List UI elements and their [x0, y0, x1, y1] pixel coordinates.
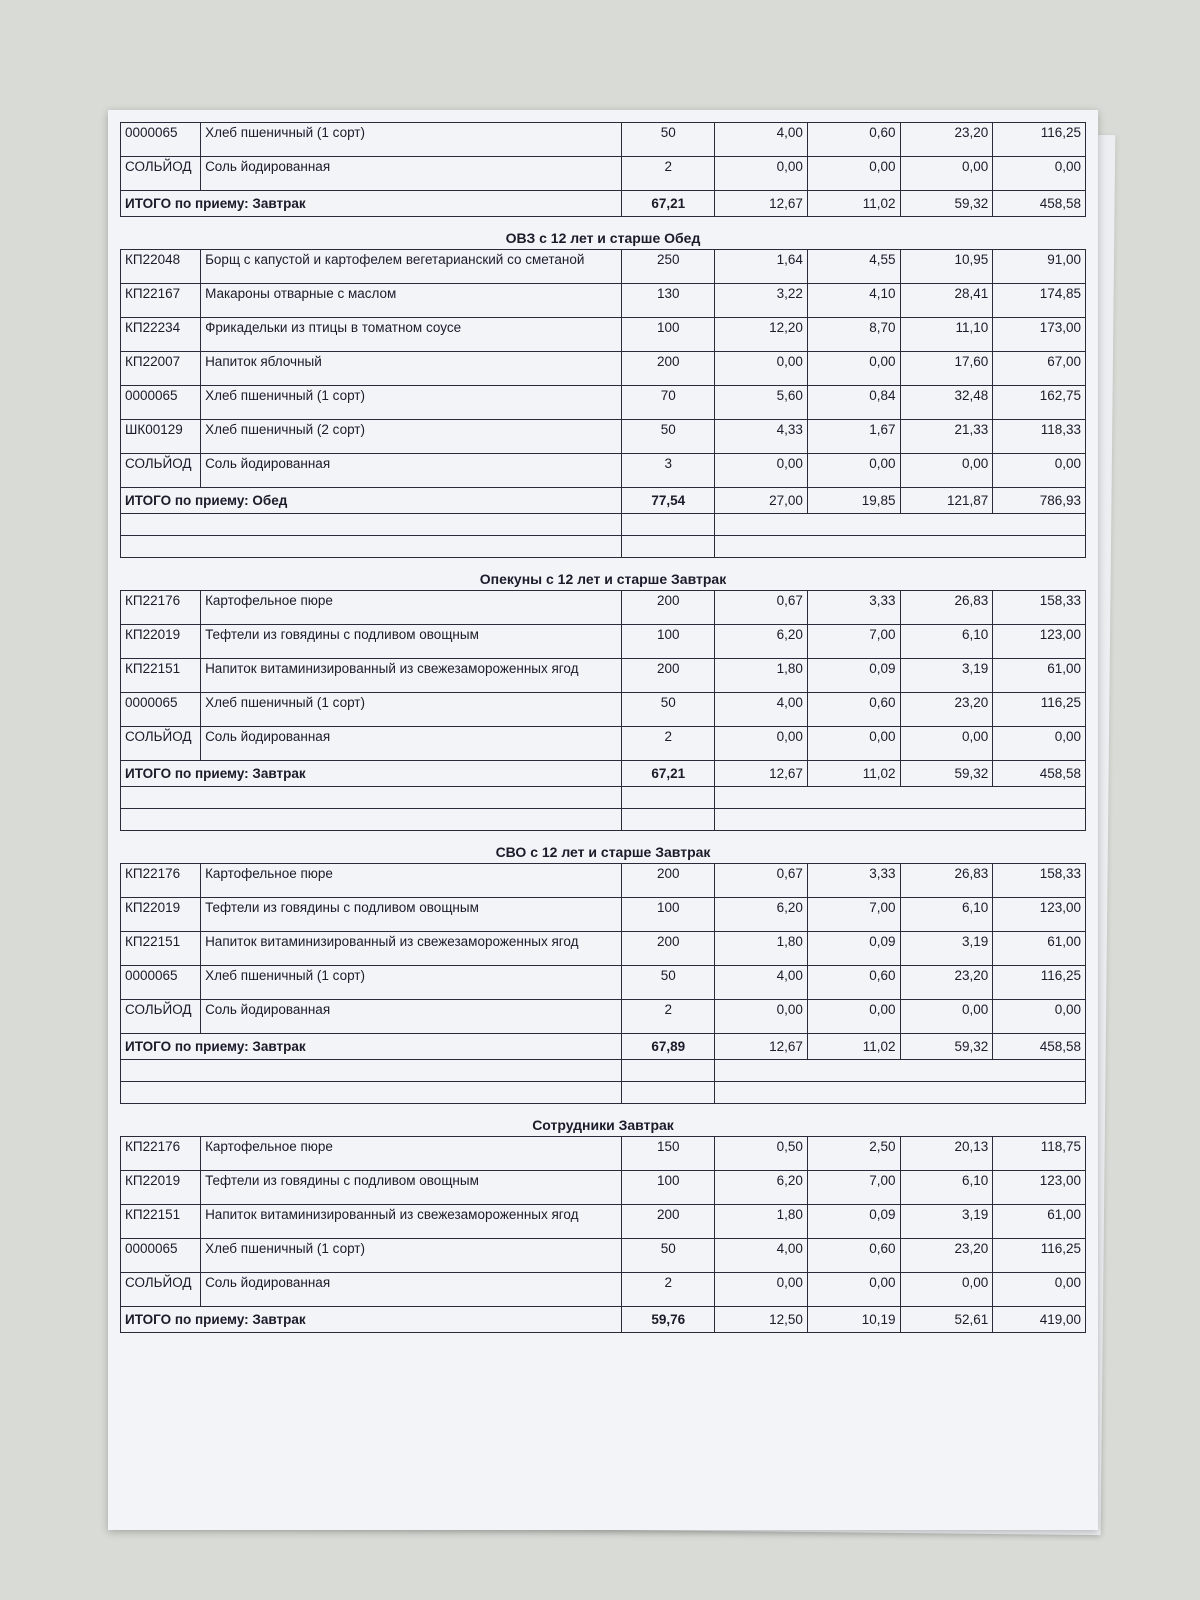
protein-value: 0,00 [715, 1000, 808, 1034]
protein-value: 0,00 [715, 454, 808, 488]
energy-value: 0,00 [993, 454, 1086, 488]
total-carbs: 59,32 [900, 761, 993, 787]
portion-weight: 2 [622, 727, 715, 761]
dish-code: ШК00129 [121, 420, 201, 454]
table-row [121, 1239, 1086, 1273]
table-row [121, 1205, 1086, 1239]
protein-value: 6,20 [715, 898, 808, 932]
portion-weight: 150 [622, 1137, 715, 1171]
menu-table [120, 1136, 1086, 1333]
portion-weight: 50 [622, 1239, 715, 1273]
total-weight: 67,21 [622, 761, 715, 787]
total-carbs: 121,87 [900, 488, 993, 514]
total-weight: 67,89 [622, 1034, 715, 1060]
menu-table [120, 122, 1086, 217]
dish-code: 0000065 [121, 693, 201, 727]
fat-value: 0,09 [807, 1205, 900, 1239]
table-row [121, 727, 1086, 761]
table-row [121, 318, 1086, 352]
dish-name: Хлеб пшеничный (1 сорт) [201, 693, 622, 727]
protein-value: 1,64 [715, 250, 808, 284]
energy-value: 174,85 [993, 284, 1086, 318]
protein-value: 4,00 [715, 123, 808, 157]
menu-table [120, 249, 1086, 558]
dish-code: КП22176 [121, 1137, 201, 1171]
dish-name: Напиток яблочный [201, 352, 622, 386]
energy-value: 61,00 [993, 932, 1086, 966]
portion-weight: 2 [622, 1000, 715, 1034]
total-label: ИТОГО по приему: Завтрак [121, 191, 622, 217]
blank-cell [121, 1082, 622, 1104]
carbs-value: 0,00 [900, 157, 993, 191]
protein-value: 4,33 [715, 420, 808, 454]
blank-row [121, 536, 1086, 558]
energy-value: 0,00 [993, 157, 1086, 191]
carbs-value: 3,19 [900, 1205, 993, 1239]
portion-weight: 100 [622, 625, 715, 659]
table-row [121, 966, 1086, 1000]
portion-weight: 200 [622, 659, 715, 693]
energy-value: 61,00 [993, 1205, 1086, 1239]
total-energy: 458,58 [993, 1034, 1086, 1060]
portion-weight: 100 [622, 318, 715, 352]
portion-weight: 100 [622, 1171, 715, 1205]
dish-name: Соль йодированная [201, 727, 622, 761]
total-row [121, 488, 1086, 514]
dish-name: Хлеб пшеничный (1 сорт) [201, 123, 622, 157]
energy-value: 118,33 [993, 420, 1086, 454]
table-row [121, 250, 1086, 284]
portion-weight: 200 [622, 932, 715, 966]
portion-weight: 50 [622, 420, 715, 454]
table-row [121, 386, 1086, 420]
fat-value: 7,00 [807, 1171, 900, 1205]
total-protein: 27,00 [715, 488, 808, 514]
dish-name: Макароны отварные с маслом [201, 284, 622, 318]
blank-cell [121, 787, 622, 809]
fat-value: 4,10 [807, 284, 900, 318]
menu-document [120, 122, 1086, 1339]
table-row [121, 591, 1086, 625]
total-fat: 10,19 [807, 1307, 900, 1333]
blank-cell [622, 809, 715, 831]
dish-code: СОЛЬЙОД [121, 1273, 201, 1307]
carbs-value: 21,33 [900, 420, 993, 454]
carbs-value: 3,19 [900, 932, 993, 966]
dish-name: Соль йодированная [201, 157, 622, 191]
dish-name: Хлеб пшеничный (1 сорт) [201, 966, 622, 1000]
table-row [121, 123, 1086, 157]
total-energy: 458,58 [993, 191, 1086, 217]
carbs-value: 26,83 [900, 864, 993, 898]
table-row [121, 898, 1086, 932]
total-protein: 12,67 [715, 1034, 808, 1060]
energy-value: 0,00 [993, 1000, 1086, 1034]
total-row [121, 191, 1086, 217]
fat-value: 0,00 [807, 1273, 900, 1307]
dish-code: КП22151 [121, 659, 201, 693]
total-fat: 11,02 [807, 191, 900, 217]
carbs-value: 6,10 [900, 625, 993, 659]
fat-value: 8,70 [807, 318, 900, 352]
total-label: ИТОГО по приему: Завтрак [121, 1034, 622, 1060]
carbs-value: 6,10 [900, 1171, 993, 1205]
fat-value: 3,33 [807, 864, 900, 898]
table-row [121, 454, 1086, 488]
table-row [121, 157, 1086, 191]
carbs-value: 23,20 [900, 1239, 993, 1273]
energy-value: 0,00 [993, 727, 1086, 761]
dish-code: КП22019 [121, 898, 201, 932]
carbs-value: 6,10 [900, 898, 993, 932]
energy-value: 123,00 [993, 1171, 1086, 1205]
total-label: ИТОГО по приему: Обед [121, 488, 622, 514]
dish-name: Хлеб пшеничный (1 сорт) [201, 386, 622, 420]
table-row [121, 1000, 1086, 1034]
carbs-value: 23,20 [900, 123, 993, 157]
carbs-value: 20,13 [900, 1137, 993, 1171]
dish-name: Напиток витаминизированный из свежезамороженных ягод [201, 932, 622, 966]
fat-value: 7,00 [807, 898, 900, 932]
dish-code: КП22048 [121, 250, 201, 284]
carbs-value: 26,83 [900, 591, 993, 625]
dish-code: 0000065 [121, 966, 201, 1000]
blank-cell [121, 809, 622, 831]
energy-value: 67,00 [993, 352, 1086, 386]
section-title: ОВЗ с 12 лет и старше Обед [505, 230, 701, 246]
dish-name: Соль йодированная [201, 454, 622, 488]
dish-code: КП22167 [121, 284, 201, 318]
dish-code: 0000065 [121, 123, 201, 157]
fat-value: 0,00 [807, 352, 900, 386]
blank-row [121, 809, 1086, 831]
total-label: ИТОГО по приему: Завтрак [121, 1307, 622, 1333]
portion-weight: 50 [622, 966, 715, 1000]
dish-name: Соль йодированная [201, 1273, 622, 1307]
carbs-value: 11,10 [900, 318, 993, 352]
dish-code: КП22151 [121, 932, 201, 966]
energy-value: 61,00 [993, 659, 1086, 693]
blank-cell [715, 809, 1086, 831]
table-row [121, 659, 1086, 693]
total-row [121, 1034, 1086, 1060]
protein-value: 0,00 [715, 1273, 808, 1307]
blank-cell [715, 514, 1086, 536]
total-energy: 786,93 [993, 488, 1086, 514]
portion-weight: 200 [622, 591, 715, 625]
menu-table [120, 863, 1086, 1104]
blank-cell [121, 1060, 622, 1082]
portion-weight: 50 [622, 693, 715, 727]
total-weight: 67,21 [622, 191, 715, 217]
energy-value: 0,00 [993, 1273, 1086, 1307]
fat-value: 0,60 [807, 1239, 900, 1273]
total-row [121, 761, 1086, 787]
portion-weight: 130 [622, 284, 715, 318]
energy-value: 116,25 [993, 966, 1086, 1000]
total-energy: 419,00 [993, 1307, 1086, 1333]
dish-code: 0000065 [121, 386, 201, 420]
portion-weight: 50 [622, 123, 715, 157]
table-row [121, 1171, 1086, 1205]
total-label: ИТОГО по приему: Завтрак [121, 761, 622, 787]
energy-value: 118,75 [993, 1137, 1086, 1171]
dish-code: КП22176 [121, 591, 201, 625]
blank-cell [715, 1082, 1086, 1104]
energy-value: 116,25 [993, 693, 1086, 727]
protein-value: 6,20 [715, 625, 808, 659]
table-row [121, 1273, 1086, 1307]
fat-value: 0,00 [807, 454, 900, 488]
carbs-value: 32,48 [900, 386, 993, 420]
dish-code: СОЛЬЙОД [121, 727, 201, 761]
portion-weight: 200 [622, 1205, 715, 1239]
blank-cell [622, 1082, 715, 1104]
table-row [121, 625, 1086, 659]
fat-value: 7,00 [807, 625, 900, 659]
energy-value: 116,25 [993, 123, 1086, 157]
carbs-value: 28,41 [900, 284, 993, 318]
blank-cell [715, 1060, 1086, 1082]
fat-value: 0,00 [807, 727, 900, 761]
portion-weight: 3 [622, 454, 715, 488]
total-fat: 19,85 [807, 488, 900, 514]
blank-row [121, 1060, 1086, 1082]
fat-value: 2,50 [807, 1137, 900, 1171]
carbs-value: 23,20 [900, 693, 993, 727]
fat-value: 0,84 [807, 386, 900, 420]
blank-cell [622, 536, 715, 558]
portion-weight: 2 [622, 1273, 715, 1307]
protein-value: 0,00 [715, 157, 808, 191]
dish-name: Фрикадельки из птицы в томатном соусе [201, 318, 622, 352]
total-protein: 12,67 [715, 761, 808, 787]
dish-code: КП22176 [121, 864, 201, 898]
carbs-value: 0,00 [900, 1000, 993, 1034]
table-row [121, 864, 1086, 898]
blank-row [121, 514, 1086, 536]
table-row [121, 693, 1086, 727]
protein-value: 4,00 [715, 966, 808, 1000]
fat-value: 0,09 [807, 659, 900, 693]
protein-value: 5,60 [715, 386, 808, 420]
total-energy: 458,58 [993, 761, 1086, 787]
total-row [121, 1307, 1086, 1333]
carbs-value: 0,00 [900, 1273, 993, 1307]
dish-code: СОЛЬЙОД [121, 454, 201, 488]
fat-value: 0,00 [807, 157, 900, 191]
fat-value: 3,33 [807, 591, 900, 625]
dish-name: Тефтели из говядины с подливом овощным [201, 898, 622, 932]
total-carbs: 52,61 [900, 1307, 993, 1333]
protein-value: 0,00 [715, 352, 808, 386]
dish-code: 0000065 [121, 1239, 201, 1273]
table-row [121, 932, 1086, 966]
table-row [121, 352, 1086, 386]
total-carbs: 59,32 [900, 191, 993, 217]
dish-code: СОЛЬЙОД [121, 1000, 201, 1034]
fat-value: 0,09 [807, 932, 900, 966]
total-carbs: 59,32 [900, 1034, 993, 1060]
total-weight: 59,76 [622, 1307, 715, 1333]
protein-value: 12,20 [715, 318, 808, 352]
protein-value: 3,22 [715, 284, 808, 318]
fat-value: 0,60 [807, 123, 900, 157]
blank-cell [121, 514, 622, 536]
portion-weight: 200 [622, 352, 715, 386]
energy-value: 173,00 [993, 318, 1086, 352]
carbs-value: 0,00 [900, 454, 993, 488]
energy-value: 123,00 [993, 898, 1086, 932]
dish-name: Хлеб пшеничный (1 сорт) [201, 1239, 622, 1273]
blank-row [121, 787, 1086, 809]
dish-code: КП22007 [121, 352, 201, 386]
portion-weight: 70 [622, 386, 715, 420]
total-fat: 11,02 [807, 761, 900, 787]
protein-value: 1,80 [715, 932, 808, 966]
energy-value: 91,00 [993, 250, 1086, 284]
energy-value: 158,33 [993, 864, 1086, 898]
energy-value: 158,33 [993, 591, 1086, 625]
total-fat: 11,02 [807, 1034, 900, 1060]
fat-value: 0,00 [807, 1000, 900, 1034]
section-title: Опекуны с 12 лет и старше Завтрак [479, 571, 727, 587]
carbs-value: 10,95 [900, 250, 993, 284]
section-title: СВО с 12 лет и старше Завтрак [495, 844, 711, 860]
protein-value: 4,00 [715, 1239, 808, 1273]
dish-code: КП22151 [121, 1205, 201, 1239]
dish-code: КП22234 [121, 318, 201, 352]
blank-row [121, 1082, 1086, 1104]
portion-weight: 200 [622, 864, 715, 898]
carbs-value: 3,19 [900, 659, 993, 693]
fat-value: 4,55 [807, 250, 900, 284]
section-title: Сотрудники Завтрак [532, 1117, 674, 1133]
dish-name: Картофельное пюре [201, 864, 622, 898]
protein-value: 6,20 [715, 1171, 808, 1205]
dish-name: Тефтели из говядины с подливом овощным [201, 625, 622, 659]
protein-value: 0,67 [715, 591, 808, 625]
dish-name: Напиток витаминизированный из свежезамороженных ягод [201, 1205, 622, 1239]
total-protein: 12,67 [715, 191, 808, 217]
carbs-value: 23,20 [900, 966, 993, 1000]
protein-value: 4,00 [715, 693, 808, 727]
energy-value: 116,25 [993, 1239, 1086, 1273]
table-row [121, 284, 1086, 318]
portion-weight: 2 [622, 157, 715, 191]
protein-value: 0,50 [715, 1137, 808, 1171]
dish-name: Картофельное пюре [201, 591, 622, 625]
fat-value: 0,60 [807, 966, 900, 1000]
energy-value: 162,75 [993, 386, 1086, 420]
dish-code: СОЛЬЙОД [121, 157, 201, 191]
dish-code: КП22019 [121, 1171, 201, 1205]
table-row [121, 420, 1086, 454]
portion-weight: 250 [622, 250, 715, 284]
fat-value: 1,67 [807, 420, 900, 454]
fat-value: 0,60 [807, 693, 900, 727]
dish-name: Напиток витаминизированный из свежезамороженных ягод [201, 659, 622, 693]
blank-cell [622, 1060, 715, 1082]
total-weight: 77,54 [622, 488, 715, 514]
protein-value: 0,00 [715, 727, 808, 761]
total-protein: 12,50 [715, 1307, 808, 1333]
carbs-value: 0,00 [900, 727, 993, 761]
protein-value: 1,80 [715, 1205, 808, 1239]
printed-menu-sheet [108, 110, 1098, 1530]
protein-value: 0,67 [715, 864, 808, 898]
menu-table [120, 590, 1086, 831]
blank-cell [715, 536, 1086, 558]
dish-name: Соль йодированная [201, 1000, 622, 1034]
blank-cell [622, 787, 715, 809]
dish-name: Хлеб пшеничный (2 сорт) [201, 420, 622, 454]
blank-cell [715, 787, 1086, 809]
dish-code: КП22019 [121, 625, 201, 659]
table-row [121, 1137, 1086, 1171]
portion-weight: 100 [622, 898, 715, 932]
carbs-value: 17,60 [900, 352, 993, 386]
energy-value: 123,00 [993, 625, 1086, 659]
dish-name: Тефтели из говядины с подливом овощным [201, 1171, 622, 1205]
dish-name: Борщ с капустой и картофелем вегетарианский со сметаной [201, 250, 622, 284]
protein-value: 1,80 [715, 659, 808, 693]
blank-cell [622, 514, 715, 536]
dish-name: Картофельное пюре [201, 1137, 622, 1171]
blank-cell [121, 536, 622, 558]
